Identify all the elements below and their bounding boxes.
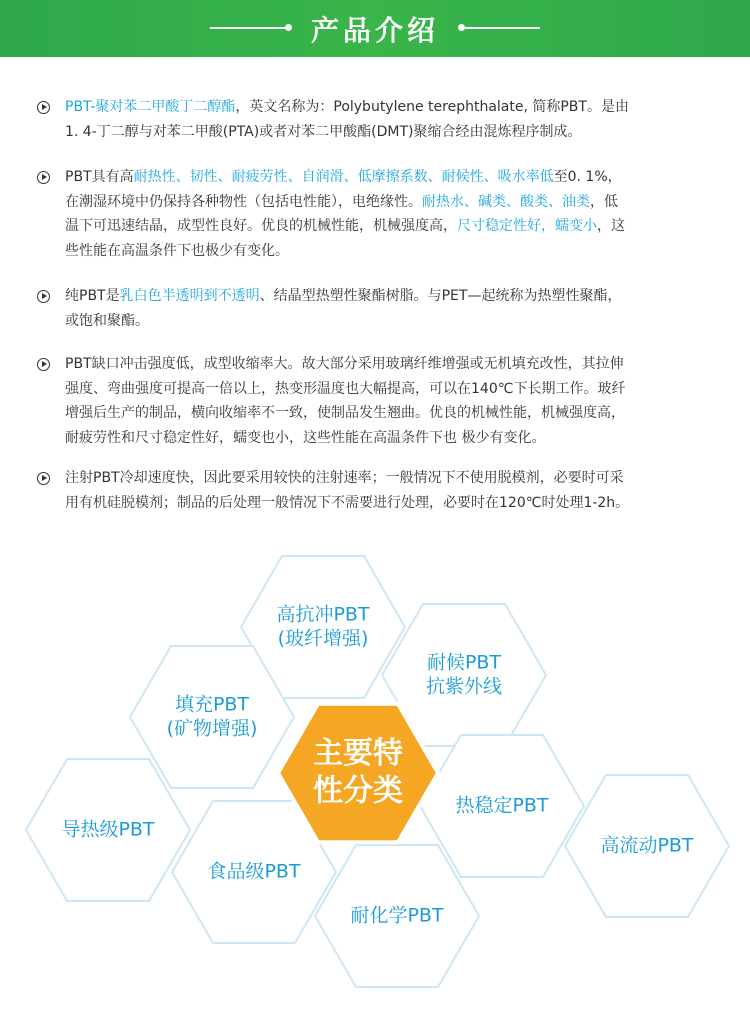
paragraph-line bbox=[65, 120, 705, 145]
hexagon-label: 耐候PBT bbox=[426, 651, 502, 674]
paragraph-line bbox=[65, 377, 705, 402]
paragraph-line bbox=[65, 214, 705, 239]
body-text: 温下可迅速结晶，成型性良好。优良的机械性能，机械强度高， bbox=[65, 218, 457, 234]
paragraph-line bbox=[65, 426, 705, 451]
hexagon-label: 高流动PBT bbox=[600, 834, 694, 857]
hexagon-label: 高抗冲PBT bbox=[276, 603, 370, 626]
highlight-text: 乳白色半透明到不透明 bbox=[119, 288, 260, 304]
paragraph-3 bbox=[65, 284, 705, 333]
body-text: 注射PBT冷却速度快，因此要采用较快的注射速率；一般情况下不使用脱模剂，必要时可采 bbox=[65, 470, 624, 486]
paragraph-line bbox=[65, 309, 705, 334]
hexagon-flow bbox=[565, 775, 729, 917]
body-text: 增强后生产的制品，横向收缩率不一致，使制品发生翘曲。优良的机械性能，机械强度高， bbox=[65, 405, 625, 421]
body-text: PBT具有高 bbox=[65, 169, 134, 185]
paragraph-line bbox=[65, 165, 705, 190]
body-text: 强度、弯曲强度可提高一倍以上，热变形温度也大幅提高，可以在140℃下长期工作。玻纤 bbox=[65, 380, 626, 397]
section-title: 产品介绍 bbox=[310, 14, 439, 47]
hexagon-label: 抗紫外线 bbox=[425, 675, 503, 698]
body-text: 、结晶型热塑性聚酯树脂。与PET—起统称为热塑性聚酯， bbox=[259, 288, 622, 304]
highlight-text: PBT-聚对苯二甲酸丁二醇酯 bbox=[65, 99, 236, 115]
paragraph-5 bbox=[65, 466, 705, 515]
hexagon-label: 性分类 bbox=[313, 773, 403, 809]
paragraph-1 bbox=[65, 95, 705, 144]
hexagon-label: 主要特 bbox=[313, 735, 403, 771]
header-line-right bbox=[465, 27, 540, 29]
paragraph-line bbox=[65, 190, 705, 215]
paragraph-line bbox=[65, 491, 705, 516]
bullet-icon bbox=[37, 101, 50, 114]
bullet-icon bbox=[37, 171, 50, 184]
hexagon-label: (矿物增强) bbox=[166, 717, 258, 740]
paragraph-line bbox=[65, 284, 705, 309]
body-text: ，这 bbox=[597, 218, 625, 234]
paragraph-4 bbox=[65, 352, 705, 450]
hexagon-svg bbox=[0, 530, 750, 1021]
highlight-text: 尺寸稳定性好，蠕变小 bbox=[457, 218, 597, 234]
body-text: 纯PBT是 bbox=[65, 288, 120, 304]
body-text: 些性能在高温条件下也极少有变化。 bbox=[65, 242, 289, 259]
body-text: 1. 4-丁二醇与对苯二甲酸(PTA)或者对苯二甲酸酯(DMT)聚缩合经由混炼程序制成。 bbox=[65, 123, 582, 140]
paragraph-line bbox=[65, 95, 705, 120]
hexagon-label: 热稳定PBT bbox=[455, 794, 549, 817]
paragraph-line bbox=[65, 466, 705, 491]
body-text: 在潮湿环境中仍保持各种物性（包括电性能），电绝缘性。 bbox=[65, 193, 422, 210]
paragraph-line bbox=[65, 352, 705, 377]
bullet-icon bbox=[37, 290, 50, 303]
section-header bbox=[0, 0, 750, 57]
paragraph-line bbox=[65, 401, 705, 426]
body-text: PBT缺口冲击强度低，成型收缩率大。故大部分采用玻璃纤维增强或无机填充改性，其拉伸 bbox=[65, 356, 624, 372]
body-text: 或饱和聚酯。 bbox=[65, 312, 149, 329]
highlight-text: 耐热水、碱类、酸类、油类 bbox=[422, 193, 590, 210]
body-text: 耐疲劳性和尺寸稳定性好，蠕变也小，这些性能在高温条件下也 极少有变化。 bbox=[65, 429, 546, 446]
bullet-icon bbox=[37, 472, 50, 485]
bullet-icon bbox=[37, 358, 50, 371]
hexagon-label: 导热级PBT bbox=[61, 818, 155, 841]
paragraph-2 bbox=[65, 165, 705, 263]
hexagon-label: 填充PBT bbox=[174, 693, 250, 716]
hexagon-label: 耐化学PBT bbox=[350, 904, 444, 927]
feature-hexagon-diagram bbox=[0, 530, 750, 1021]
header-dot-right bbox=[458, 24, 465, 31]
highlight-text: 耐热性、韧性、耐疲劳性、自润滑、低摩擦系数、耐候性、吸水率低 bbox=[133, 169, 554, 185]
hexagon-label: 食品级PBT bbox=[207, 860, 301, 883]
body-text: ，低 bbox=[590, 193, 618, 210]
body-text: ，英文名称为：Polybutylene terephthalate, 简称PBT。是由 bbox=[235, 99, 629, 115]
paragraph-line bbox=[65, 239, 705, 264]
body-text: 至0. 1%， bbox=[553, 169, 622, 185]
hexagon-label: (玻纤增强) bbox=[277, 627, 369, 650]
body-text: 用有机硅脱模剂；制品的后处理一般情况下不需要进行处理，必要时在120℃时处理1-2h。 bbox=[65, 494, 630, 511]
